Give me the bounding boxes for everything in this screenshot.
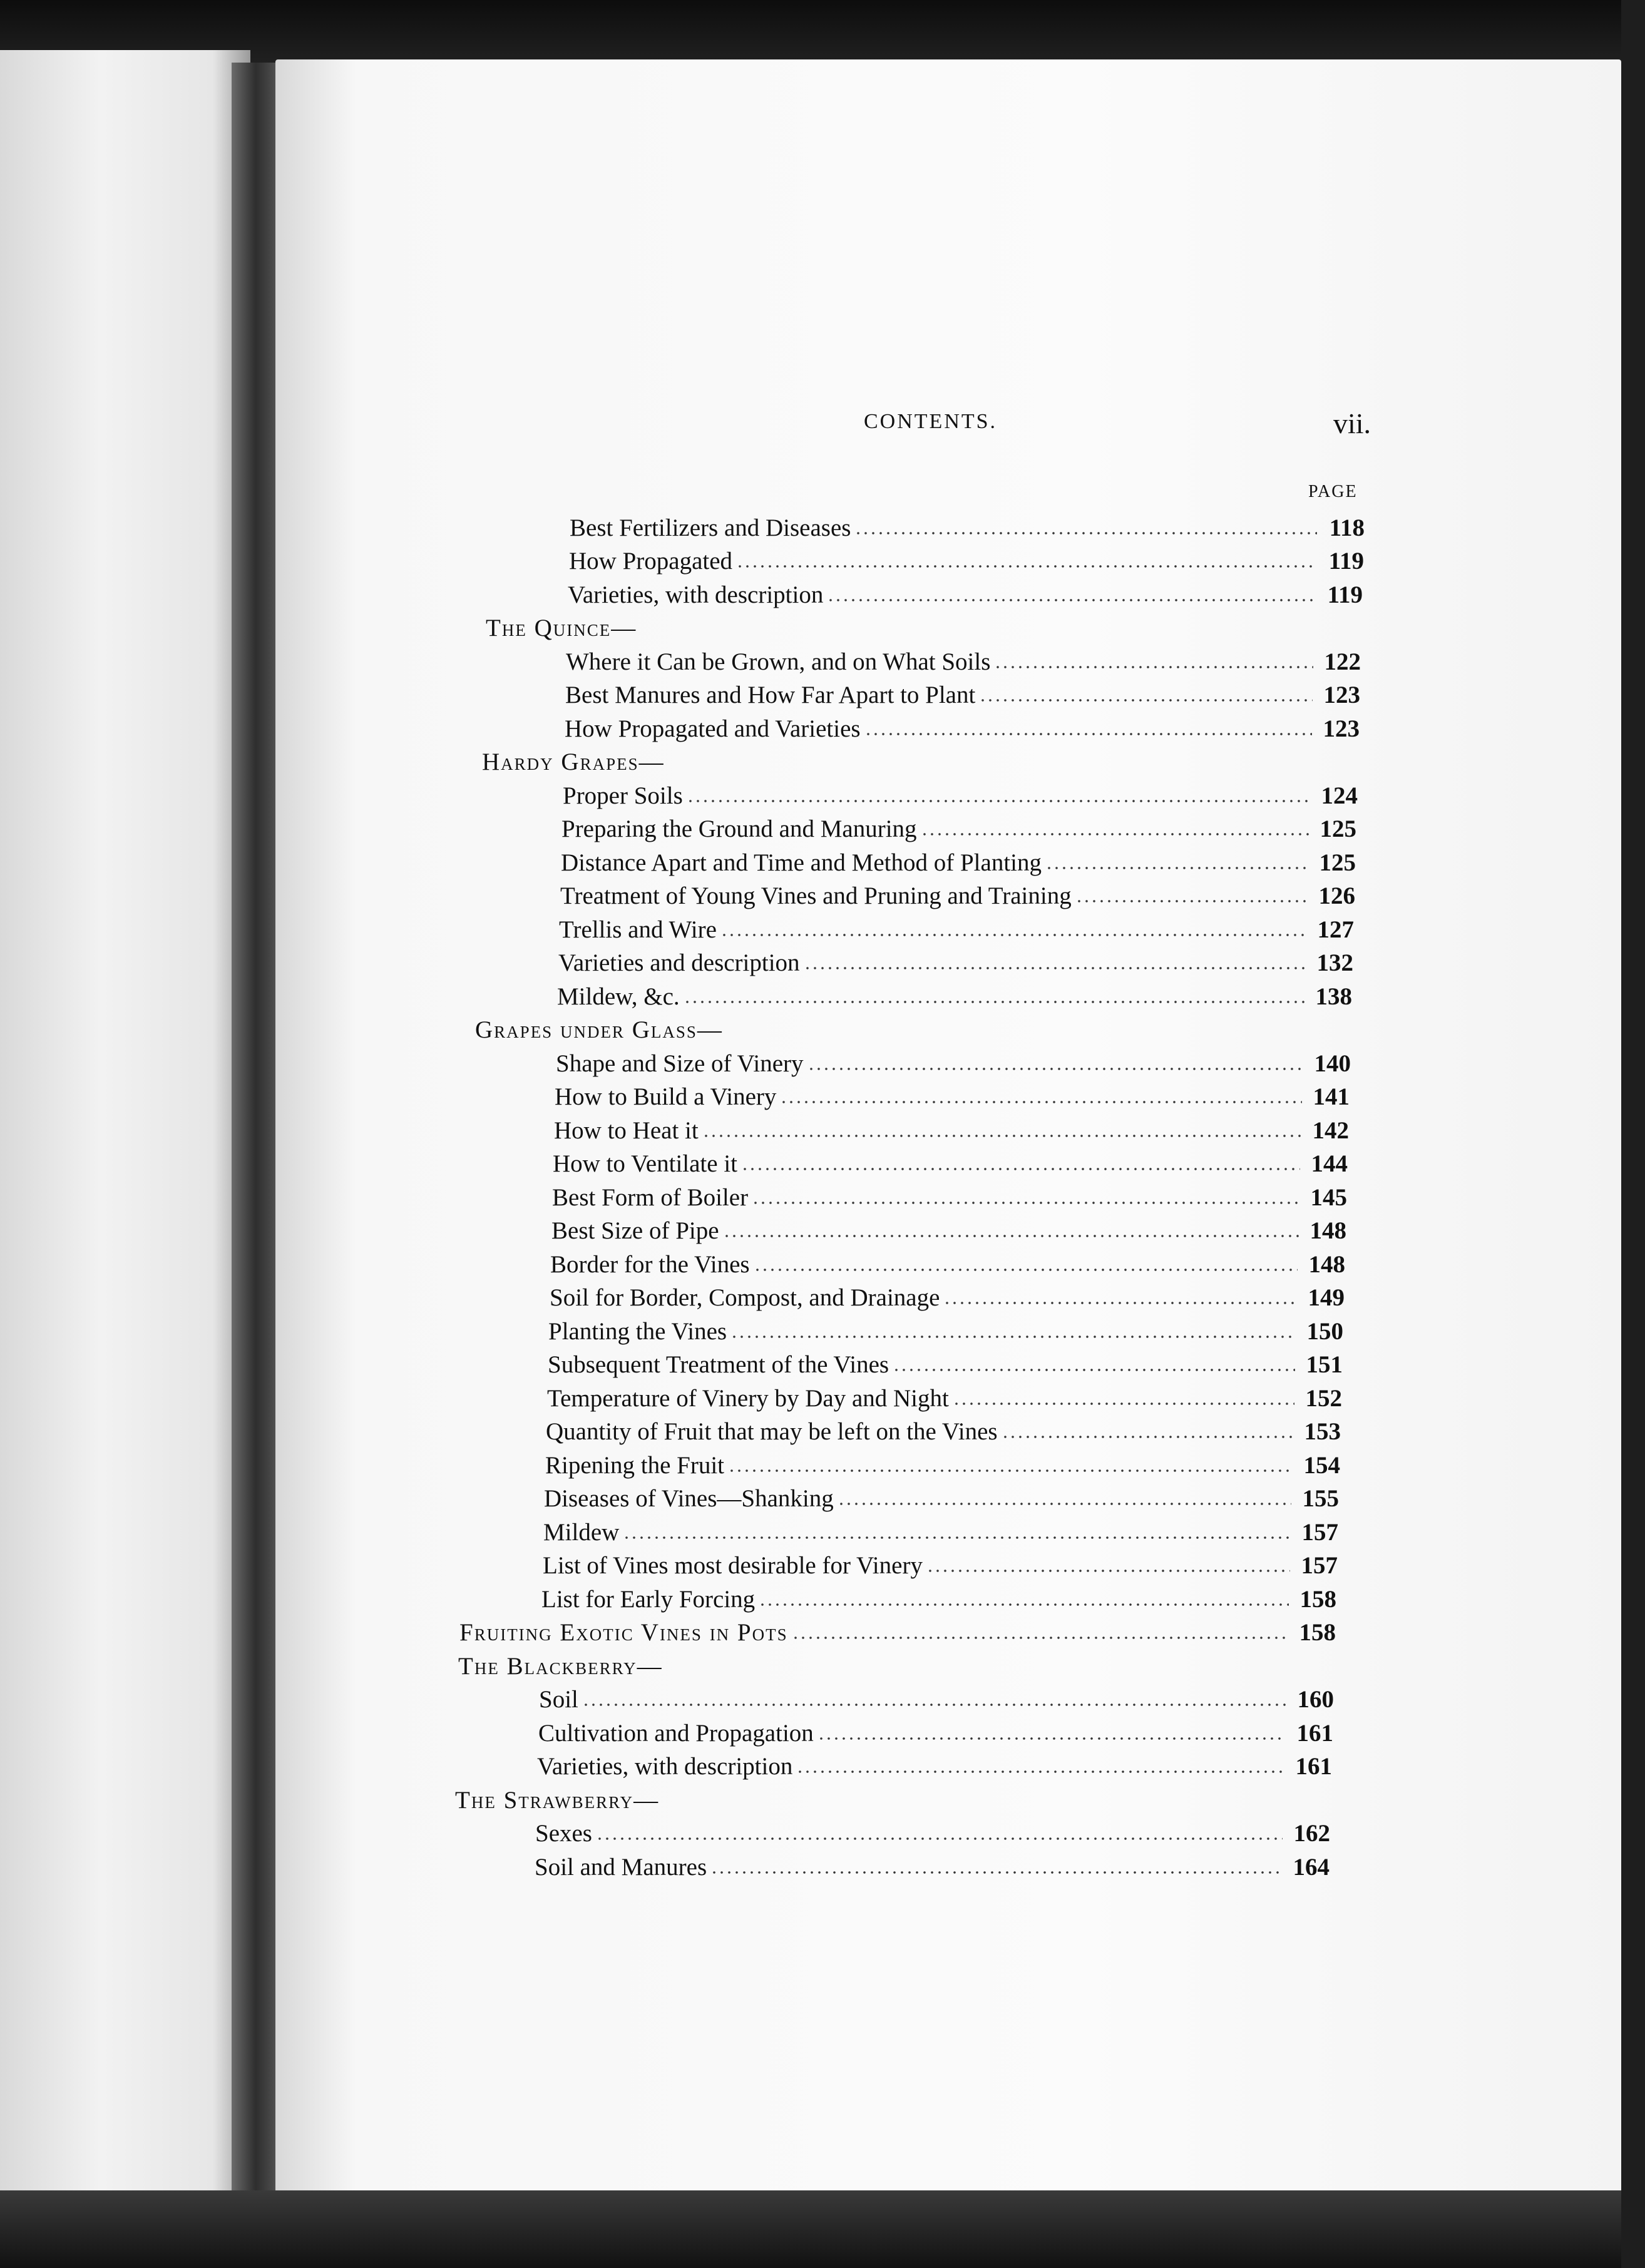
toc-entry [451, 977, 1352, 1011]
toc-page-number: 124 [1321, 782, 1358, 809]
dot-leader [827, 597, 1315, 603]
toc-page-number: 157 [1301, 1518, 1338, 1546]
page-column-label: PAGE [1308, 482, 1358, 501]
toc-entry-title: Soil for Border, Compost, and Drainage [550, 1284, 940, 1311]
toc-entry [451, 1446, 1340, 1479]
toc-entry-title: Best Form of Boiler [552, 1183, 749, 1211]
dot-leader [893, 1367, 1295, 1373]
dot-leader [1002, 1434, 1293, 1440]
dot-leader [582, 1702, 1286, 1708]
toc-entry-title: Treatment of Young Vines and Pruning and Training [560, 882, 1072, 909]
toc-section-heading [451, 743, 1358, 777]
toc-page-number: 150 [1306, 1317, 1343, 1345]
toc-entry-title: How to Ventilate it [553, 1150, 737, 1177]
toc-page-number: 164 [1293, 1853, 1330, 1881]
toc-entry [451, 1212, 1346, 1245]
toc-entry [451, 1814, 1330, 1848]
toc-page-number: 151 [1306, 1351, 1343, 1378]
scan-background-bottom [0, 2190, 1645, 2268]
toc-entry [451, 1346, 1343, 1379]
dot-leader [741, 1166, 1300, 1172]
toc-entry-title: Planting the Vines [548, 1317, 727, 1345]
toc-page-number: 125 [1320, 815, 1356, 842]
toc-page-number: 148 [1309, 1217, 1346, 1244]
toc-entry [451, 1379, 1342, 1412]
dot-leader [838, 1501, 1291, 1507]
toc-section-heading [451, 1613, 1336, 1647]
toc-entry [451, 944, 1353, 978]
toc-entry [451, 910, 1354, 944]
toc-page-number: 145 [1310, 1183, 1347, 1211]
toc-page-number: 138 [1315, 983, 1352, 1010]
toc-entry [451, 1044, 1351, 1078]
toc-entry-title: Best Size of Pipe [551, 1217, 719, 1244]
toc-entry [451, 1078, 1350, 1111]
dot-leader [817, 1735, 1286, 1742]
dot-leader [804, 965, 1306, 971]
dot-leader [979, 697, 1313, 703]
dot-leader [623, 1535, 1291, 1541]
toc-page-number: 127 [1317, 916, 1354, 943]
toc-page-number: 142 [1312, 1116, 1349, 1144]
facing-page-left [0, 50, 250, 2190]
toc-page-number: 155 [1302, 1485, 1339, 1512]
toc-entry [451, 1747, 1332, 1781]
toc-entry-title: Distance Apart and Time and Method of Planting [561, 849, 1042, 876]
toc-section-heading [451, 1011, 1351, 1045]
toc-entry-title: Temperature of Vinery by Day and Night [547, 1384, 949, 1412]
toc-entry-title: Varieties, with description [537, 1753, 793, 1780]
toc-entry-title: Sexes [535, 1820, 592, 1847]
toc-entry-title: List for Early Forcing [541, 1585, 756, 1613]
toc-entry [451, 575, 1363, 609]
toc-page-number: 158 [1299, 1619, 1336, 1646]
dot-leader [1045, 865, 1308, 871]
toc-entry-title: How to Build a Vinery [555, 1083, 777, 1110]
toc-entry-title: List of Vines most desirable for Vinery [543, 1552, 923, 1579]
toc-entry [451, 508, 1365, 542]
toc-entry-title: Shape and Size of Vinery [556, 1050, 804, 1077]
toc-entry-title: Diseases of Vines—Shanking [544, 1485, 834, 1512]
dot-leader [854, 530, 1317, 536]
toc-entry [451, 1111, 1349, 1145]
toc-page-number: 119 [1328, 548, 1364, 575]
toc-section-heading [451, 1780, 1331, 1814]
toc-page-number: 123 [1323, 715, 1360, 742]
toc-entry-title: The Blackberry— [458, 1652, 663, 1680]
dot-leader [702, 1133, 1301, 1139]
toc-page-number: 162 [1293, 1820, 1330, 1847]
toc-page-number: 118 [1329, 514, 1365, 541]
dot-leader [728, 1468, 1293, 1474]
toc-entry [451, 676, 1360, 710]
toc-entry-title: Trellis and Wire [559, 916, 717, 943]
dot-leader [807, 1066, 1303, 1072]
toc-page-number: 158 [1299, 1585, 1336, 1613]
dot-leader [754, 1267, 1298, 1273]
toc-page-number: 153 [1304, 1418, 1341, 1445]
toc-entry-title: Varieties, with description [568, 581, 824, 608]
toc-entry [451, 1178, 1347, 1212]
page-folio: vii. [1333, 407, 1371, 439]
dot-leader [921, 831, 1309, 837]
toc-entry-title: How Propagated [569, 548, 733, 575]
toc-entry [451, 843, 1356, 877]
toc-entry [451, 1546, 1338, 1580]
table-of-contents [451, 508, 1365, 1881]
toc-page-number: 126 [1318, 882, 1355, 909]
toc-entry [451, 1513, 1338, 1546]
toc-page-number: 140 [1314, 1050, 1351, 1077]
toc-entry [451, 1479, 1339, 1513]
toc-page-number: 157 [1301, 1552, 1338, 1579]
dot-leader [780, 1099, 1302, 1105]
dot-leader [943, 1300, 1297, 1306]
dot-leader [684, 999, 1304, 1005]
toc-entry [451, 1714, 1333, 1747]
toc-entry-title: Best Fertilizers and Diseases [570, 514, 851, 541]
toc-entry-title: Cultivation and Propagation [538, 1719, 814, 1747]
toc-page-number: 148 [1308, 1250, 1345, 1278]
toc-entry-title: Where it Can be Grown, and on What Soils [566, 648, 991, 675]
toc-entry-title: The Strawberry— [455, 1786, 660, 1814]
toc-page-number: 154 [1303, 1451, 1340, 1479]
toc-entry-title: Subsequent Treatment of the Vines [548, 1351, 889, 1378]
running-title: CONTENTS. [864, 410, 998, 433]
toc-entry-title: Preparing the Ground and Manuring [561, 815, 917, 842]
toc-page-number: 132 [1316, 949, 1353, 976]
toc-entry-title: Fruiting Exotic Vines in Pots [459, 1619, 788, 1646]
dot-leader [736, 563, 1316, 570]
toc-page-number: 152 [1305, 1384, 1342, 1412]
dot-leader [752, 1200, 1299, 1206]
dot-leader [730, 1334, 1296, 1340]
scan-background-right [1621, 0, 1645, 2268]
toc-entry-title: Hardy Grapes— [482, 748, 665, 775]
toc-page-number: 125 [1319, 849, 1356, 876]
dot-leader [687, 798, 1310, 804]
toc-entry [451, 877, 1355, 911]
toc-entry-title: Proper Soils [563, 782, 683, 809]
dot-leader [796, 1769, 1284, 1775]
toc-entry [451, 542, 1364, 576]
toc-entry-title: How Propagated and Varieties [565, 715, 861, 742]
toc-section-heading [451, 609, 1362, 643]
toc-entry [451, 776, 1358, 810]
toc-entry [451, 709, 1360, 743]
dot-leader [792, 1635, 1288, 1641]
toc-page-number: 141 [1313, 1083, 1350, 1110]
toc-page-number: 119 [1327, 581, 1363, 608]
dot-leader [926, 1568, 1290, 1574]
toc-entry-title: Mildew, &c. [557, 983, 680, 1010]
toc-page-number: 123 [1323, 682, 1360, 708]
toc-section-heading [451, 1647, 1335, 1680]
toc-entry-title: Soil and Manures [535, 1853, 707, 1881]
toc-entry [451, 1279, 1345, 1312]
toc-page-number: 144 [1311, 1150, 1348, 1177]
page-header [864, 407, 1371, 451]
toc-entry-title: Soil [539, 1686, 578, 1713]
dot-leader [994, 664, 1313, 670]
toc-entry-title: Mildew [543, 1518, 620, 1546]
dot-leader [710, 1869, 1282, 1876]
toc-entry-title: Varieties and description [558, 949, 800, 976]
toc-entry-title: Best Manures and How Far Apart to Plant [565, 682, 976, 708]
toc-entry [451, 1580, 1336, 1613]
toc-entry [451, 810, 1356, 844]
toc-entry-title: Border for the Vines [550, 1250, 750, 1278]
dot-leader [953, 1401, 1294, 1407]
toc-entry-title: The Quince— [486, 615, 637, 641]
dot-leader [759, 1601, 1289, 1608]
toc-entry [451, 1680, 1334, 1714]
toc-entry [451, 1312, 1343, 1346]
dot-leader [596, 1836, 1283, 1842]
toc-page-number: 122 [1324, 648, 1361, 675]
dot-leader [864, 731, 1312, 737]
toc-page-number: 149 [1308, 1284, 1345, 1311]
dot-leader [723, 1233, 1299, 1239]
toc-page-number: 160 [1297, 1686, 1334, 1713]
dot-leader [1075, 898, 1308, 904]
toc-page-number: 161 [1296, 1719, 1333, 1747]
toc-entry [451, 1847, 1330, 1881]
toc-entry [451, 1245, 1345, 1279]
toc-entry [451, 1412, 1341, 1446]
dot-leader [720, 932, 1306, 938]
toc-entry-title: Ripening the Fruit [545, 1451, 724, 1479]
toc-entry-title: How to Heat it [554, 1116, 699, 1144]
toc-entry-title: Grapes under Glass— [475, 1016, 723, 1043]
toc-entry-title: Quantity of Fruit that may be left on the Vines [546, 1418, 998, 1445]
toc-entry [451, 1145, 1348, 1178]
toc-page-number: 161 [1295, 1753, 1332, 1780]
toc-entry [451, 642, 1361, 676]
